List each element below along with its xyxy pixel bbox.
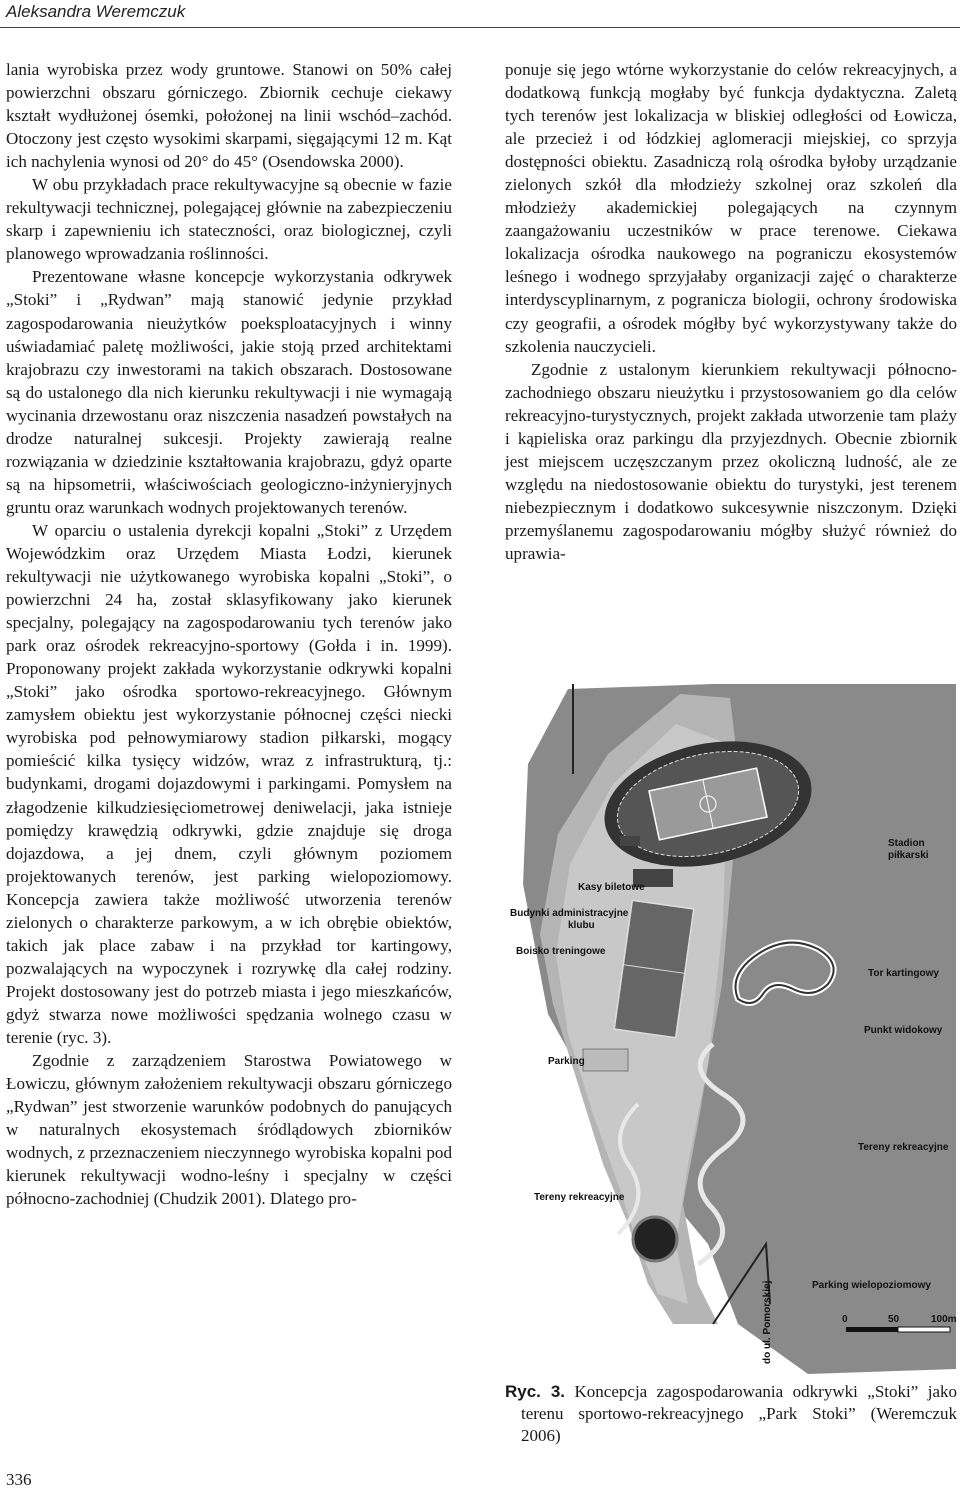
label-budynki-1: Budynki administracyjne [510, 908, 629, 919]
label-tereny-right: Tereny rekreacyjne [858, 1142, 949, 1153]
paragraph: W obu przykładach prace rekultywacyjne są obecnie w fazie rekultywacji technicznej, polegającej głównie na zabezpieczeniu skarp i zapewnieniu ich stateczności, oraz biologicznej, czyli planowego wprowadzania roślinności. [6, 175, 452, 264]
paragraph: lania wyrobiska przez wody gruntowe. Stanowi on 50% całej powierzchni obszaru górniczego. Zbiornik cechuje ciekawy kształt wydłużonej ósemki, położonej na linii wschód–zachód. Otoczony jest często wysokimi skarpami, sięgającymi 12 m. Kąt ich nachylenia wynosi od 20° do 45° (Osendowska 2000). [6, 60, 452, 172]
label-boisko: Boisko treningowe [516, 946, 606, 957]
right-column [505, 58, 957, 565]
paragraph: Prezentowane własne koncepcje wykorzystania odkrywek „Stoki” i „Rydwan” mają stanowić jedynie przykład zagospodarowania nieużytków poeksploatacyjnych i winny uświadamiać paletę możliwości, jakie stoją przed architektami krajobrazu czy inwestorami na takich obszarach. Dostosowane są do ustalonego dla nich kierunku rekultywacji i nie wymagają wycinania drzewostanu oraz niszczenia nasadzeń powstałych na drodze naturalnej sukcesji. Projekty zawierają realne rozwiązania w dziedzinie kształtowania krajobrazu, gdyż oparte są na hipsometrii, właściwościach geologiczno-inżynieryjnych gruntu oraz warunkach wodnych projektowanych terenów. [6, 267, 452, 517]
site-plan-map [508, 684, 958, 1374]
label-kasy: Kasy biletowe [578, 882, 645, 893]
left-column [6, 58, 452, 1210]
caption-label: Ryc. 3. [505, 1382, 566, 1401]
scale-label-0: 0 [842, 1314, 848, 1325]
scale-label-50: 50 [888, 1314, 900, 1325]
label-tereny-left: Tereny rekreacyjne [534, 1192, 625, 1203]
label-pilkarski: piłkarski [888, 850, 929, 861]
label-tor: Tor kartingowy [868, 968, 939, 979]
label-budynki-2: klubu [568, 920, 595, 931]
label-stadion: Stadion [888, 838, 925, 849]
label-punkt: Punkt widokowy [864, 1025, 943, 1036]
page-number: 336 [6, 1470, 32, 1489]
label-parking: Parking [548, 1056, 585, 1067]
paragraph: W oparciu o ustalenia dyrekcji kopalni „Stoki” z Urzędem Wojewódzkim oraz Urzędem Miasta Łodzi, kierunek rekultywacji nie użytkowanego wyrobiska kopalni „Stoki”, o powierzchni 24 ha, został sklasyfikowany jako kierunek specjalny, polegający na zagospodarowaniu tych terenów jako park oraz ośrodek rekreacyjno-sportowy (Gołda i in. 1999). Proponowany projekt zakłada wykorzystanie odkrywki kopalni „Stoki” jako ośrodka sportowo-rekreacyjnego. Głównym zamysłem obiektu jest wykorzystanie północnej części niecki wyrobiska pod pełnowymiarowy stadion piłkarski, mogący pomieścić kilka tysięcy widzów, wraz z infrastrukturą, tj.: budynkami, drogami dojazdowymi i parkingami. Pomysłem na złagodzenie kilkudziesięciometrowej deniwelacji, jaka istnieje pomiędzy krawędzią odkrywki, gdzie znajduje się droga dojazdowa, a jej dnem, czyli głównym poziomem projektowanych terenów, jest parking wielopoziomowy. Koncepcja zawiera także możliwość utworzenia terenów zielonych o charakterze parkowym, a w ich obrębie obiektów, takich jak place zabaw i na przykład tor kartingowy, pozwalających na wypoczynek i rozrywkę dla całej rodziny. Projekt dostosowany jest do potrzeb miasta i jego mieszkańców, gdyż stwarza nowe możliwości spędzania wolnego czasu w terenie (ryc. 3). [6, 520, 452, 1047]
parking-lot [583, 1049, 628, 1071]
scale-label-100: 100m [931, 1314, 957, 1325]
multilevel-parking [633, 1217, 677, 1261]
paragraph: ponuje się jego wtórne wykorzystanie do celów rekreacyjnych, a dodatkową funkcją mogłaby być funkcja dydaktyczna. Zaletą tych terenów jest lokalizacja w bliskiej odległości od Łowicza, ale przecież i od łódzkiej aglomeracji miejskiej, co sprzyja dostępności obiektu. Zasadniczą rolą ośrodka byłoby urządzanie zielonych szkół dla młodzieży szkolnej oraz szkoleń dla młodzieży akademickiej polegających na czynnym zaangażowaniu uczestników w prace terenowe. Ciekawa lokalizacja ośrodka naukowego na pograniczu ekosystemów leśnego i wodnego sprzyjałaby organizacji zajęć o charakterze interdyscyplinarnym, z pogranicza biologii, ochrony środowiska czy geografii, a ośrodek mógłby być wykorzystywany także do szkolenia nauczycieli. [505, 60, 957, 356]
access-road-north [572, 684, 574, 774]
figure-caption [505, 1381, 957, 1447]
running-head-author: Aleksandra Weremczuk [6, 2, 186, 21]
header-rule [0, 27, 960, 28]
paragraph: Zgodnie z zarządzeniem Starostwa Powiatowego w Łowiczu, głównym założeniem rekultywacji obszaru górniczego „Rydwan” jest stworzenie warunków podobnych do panujących w naturalnych ekosystemach śródlądowych zbiorników wodnych, z przeznaczeniem nieczynnego wyrobiska kopalni pod kierunek rekultywacji wodno-leśny i specjalny w części północno-zachodniej (Chudzik 2001). Dlatego pro- [6, 1051, 452, 1209]
paragraph: Zgodnie z ustalonym kierunkiem rekultywacji północno-zachodniego obszaru nieużytku i przystosowaniem go dla celów rekreacyjno-turystycznych, projekt zakłada utworzenie tam plaży i kąpieliska oraz parkingu dla przyjezdnych. Obecnie zbiornik jest miejscem uczęszczanym przez okoliczną ludność, ale ze względu na niedostosowanie obiektu do turystyki, jest terenem niebezpiecznym i dodatkowo sukcesywnie niszczonym. Dzięki przemyślanemu zagospodarowaniu mógłby służyć również do uprawia- [505, 359, 957, 563]
site-plan-figure [508, 684, 958, 1374]
caption-text: Koncepcja zagospodarowania odkrywki „Stoki” jako terenu sportowo-rekreacyjnego „Park Stoki” (Weremczuk 2006) [521, 1382, 958, 1445]
ticket-booths [620, 836, 640, 846]
label-parking-wielo: Parking wielopoziomowy [812, 1280, 931, 1291]
label-road: do ul. Pomorskiej [762, 1280, 773, 1364]
